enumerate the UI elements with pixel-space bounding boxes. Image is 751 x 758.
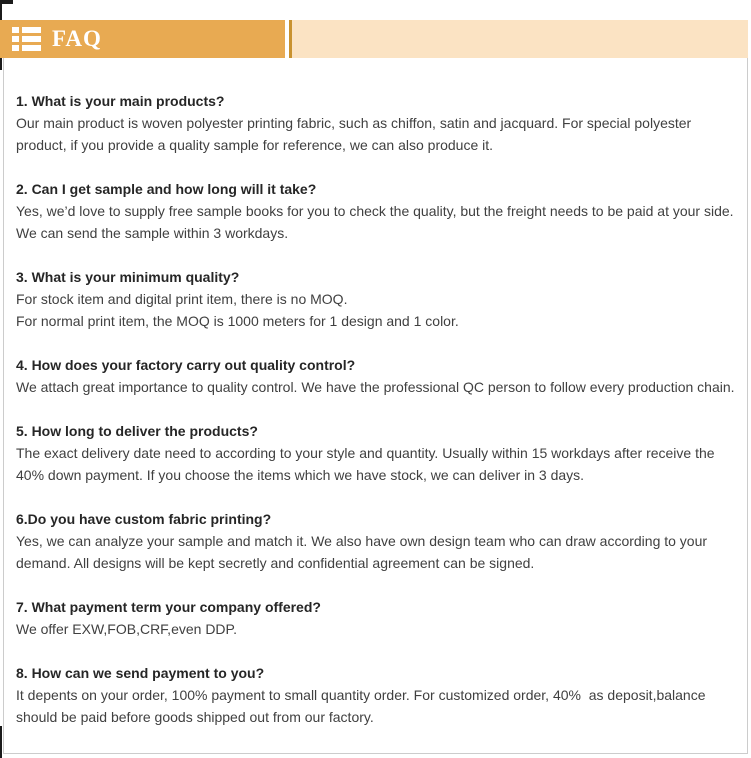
- faq-answer-line: Yes, we’d love to supply free sample books for you to check the quality, but the freight needs to be paid at your side. We can send the sample within 3 workdays.: [16, 203, 738, 241]
- faq-answer: [16, 288, 741, 332]
- faq-answer: [16, 530, 741, 574]
- faq-content: [3, 58, 748, 754]
- faq-question: 3. What is your minimum quality?: [16, 269, 240, 285]
- faq-question: 6.Do you have custom fabric printing?: [16, 511, 272, 527]
- faq-item: [16, 266, 741, 332]
- faq-question: 2. Can I get sample and how long will it take?: [16, 181, 317, 197]
- faq-answer-line: The exact delivery date need to according to your style and quantity. Usually within 15 workdays after receive the 40% down payment. If you choose the items which we have stock, we can deliver in 3 days.: [16, 445, 719, 483]
- faq-item: [16, 508, 741, 574]
- faq-answer: [16, 112, 741, 156]
- faq-answer-line: We attach great importance to quality control. We have the professional QC person to follow every production chain.: [16, 379, 735, 395]
- faq-item: [16, 662, 741, 728]
- faq-answer: [16, 442, 741, 486]
- faq-answer-line: For normal print item, the MOQ is 1000 meters for 1 design and 1 color.: [16, 313, 459, 329]
- list-icon: [12, 27, 41, 51]
- faq-answer: [16, 376, 741, 398]
- faq-question: 1. What is your main products?: [16, 93, 225, 109]
- faq-answer-line: Our main product is woven polyester printing fabric, such as chiffon, satin and jacquard. For special polyester product, if you provide a quality sample for reference, we can also produce it.: [16, 115, 696, 153]
- faq-item: [16, 354, 741, 398]
- faq-answer-line: Yes, we can analyze your sample and match it. We also have own design team who can draw according to your demand. All designs will be kept secretly and confidential agreement can be signed.: [16, 533, 711, 571]
- faq-question: 4. How does your factory carry out quality control?: [16, 357, 356, 373]
- faq-question: 7. What payment term your company offered?: [16, 599, 321, 615]
- faq-banner-main: [0, 20, 285, 58]
- faq-item: [16, 420, 741, 486]
- faq-banner: [0, 20, 748, 58]
- faq-answer: [16, 618, 741, 640]
- banner-tail: [292, 20, 748, 58]
- faq-answer-line: For stock item and digital print item, there is no MOQ.: [16, 291, 348, 307]
- faq-answer-line: We offer EXW,FOB,CRF,even DDP.: [16, 621, 237, 637]
- faq-answer: [16, 684, 741, 728]
- section-title: FAQ: [52, 26, 102, 51]
- faq-question: 8. How can we send payment to you?: [16, 665, 265, 681]
- faq-item: [16, 596, 741, 640]
- faq-question: 5. How long to deliver the products?: [16, 423, 258, 439]
- crop-artifact-left-bottom: [0, 726, 2, 758]
- faq-answer-line: It depents on your order, 100% payment to small quantity order. For customized order, 40% as deposit,balance should be paid before goods shipped out from our factory.: [16, 687, 710, 725]
- faq-item: [16, 178, 741, 244]
- faq-item: [16, 90, 741, 156]
- faq-answer: [16, 200, 741, 244]
- faq-list: [16, 90, 741, 728]
